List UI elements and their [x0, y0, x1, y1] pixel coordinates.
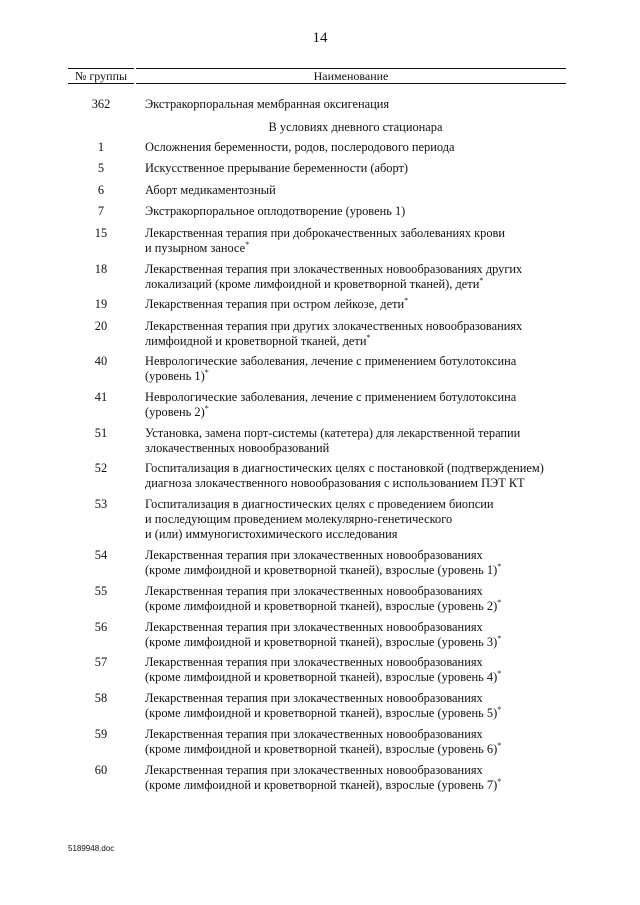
group-number: 18 [94, 262, 108, 276]
group-number: 60 [94, 763, 108, 777]
page-number: 14 [312, 30, 328, 46]
group-name: Лекарственная терапия при злокачественных новообразованиях (кроме лимфоидной и кроветворной тканей), взрослые (уровень 3)* [145, 620, 502, 649]
group-name: Экстракорпоральное оплодотворение (уровень 1) [145, 204, 406, 218]
group-number: 56 [94, 620, 108, 634]
group-name: Искусственное прерывание беременности (аборт) [145, 161, 409, 175]
group-name: Установка, замена порт-системы (катетера) для лекарственной терапии злокачественных новообразований [145, 426, 521, 455]
group-number: 51 [94, 426, 108, 440]
group-number: 54 [94, 548, 108, 562]
group-name: Лекарственная терапия при других злокачественных новообразованиях лимфоидной и кроветворной тканей, дети* [145, 319, 523, 348]
group-name: Осложнения беременности, родов, послеродового периода [145, 140, 455, 154]
group-number: 20 [94, 319, 108, 333]
group-number: 52 [94, 461, 108, 475]
group-name: Лекарственная терапия при остром лейкозе, дети* [145, 295, 409, 311]
group-name: Лекарственная терапия при злокачественных новообразованиях (кроме лимфоидной и кроветворной тканей), взрослые (уровень 7)* [145, 763, 502, 792]
group-name: Госпитализация в диагностических целях с постановкой (подтверждением) диагноза злокачественного новообразования с использованием ПЭТ КТ [145, 461, 544, 490]
group-number: 40 [94, 354, 108, 368]
group-number: 6 [97, 183, 105, 197]
group-number: 55 [94, 584, 108, 598]
group-name: Госпитализация в диагностических целях с проведением биопсии и последующим проведением молекулярно-генетического и (или) иммуногистохимического исследования [145, 497, 494, 541]
group-number: 362 [91, 97, 111, 111]
group-name: Лекарственная терапия при злокачественных новообразованиях (кроме лимфоидной и кроветворной тканей), взрослые (уровень 4)* [145, 655, 502, 684]
section-title: В условиях дневного стационара [268, 120, 443, 134]
table-header [68, 68, 566, 82]
group-number: 5 [97, 161, 105, 175]
group-name: Экстракорпоральная мембранная оксигенация [145, 97, 390, 111]
group-number: 58 [94, 691, 108, 705]
group-name: Лекарственная терапия при злокачественных новообразованиях (кроме лимфоидной и кроветворной тканей), взрослые (уровень 6)* [145, 727, 502, 756]
group-name: Лекарственная терапия при злокачественных новообразованиях (кроме лимфоидной и кроветворной тканей), взрослые (уровень 1)* [145, 548, 502, 577]
group-name: Неврологические заболевания, лечение с применением ботулотоксина (уровень 1)* [145, 354, 517, 383]
header-name: Наименование [136, 68, 566, 84]
group-number: 41 [94, 390, 108, 404]
group-name: Лекарственная терапия при злокачественных новообразованиях (кроме лимфоидной и кроветворной тканей), взрослые (уровень 2)* [145, 584, 502, 613]
group-number: 57 [94, 655, 108, 669]
group-name: Лекарственная терапия при доброкачественных заболеваниях крови и пузырном заносе* [145, 226, 506, 255]
header-group-number: № группы [68, 68, 134, 84]
document-filename: 5189948.doc [68, 844, 115, 853]
group-number: 1 [97, 140, 105, 154]
group-number: 15 [94, 226, 108, 240]
group-number: 59 [94, 727, 108, 741]
group-name: Неврологические заболевания, лечение с применением ботулотоксина (уровень 2)* [145, 390, 517, 419]
group-name: Лекарственная терапия при злокачественных новообразованиях (кроме лимфоидной и кроветворной тканей), взрослые (уровень 5)* [145, 691, 502, 720]
group-number: 7 [97, 204, 105, 218]
group-number: 53 [94, 497, 108, 511]
group-name: Лекарственная терапия при злокачественных новообразованиях других локализаций (кроме лимфоидной и кроветворной тканей), дети* [145, 262, 523, 291]
group-number: 19 [94, 297, 108, 311]
group-name: Аборт медикаментозный [145, 183, 276, 197]
